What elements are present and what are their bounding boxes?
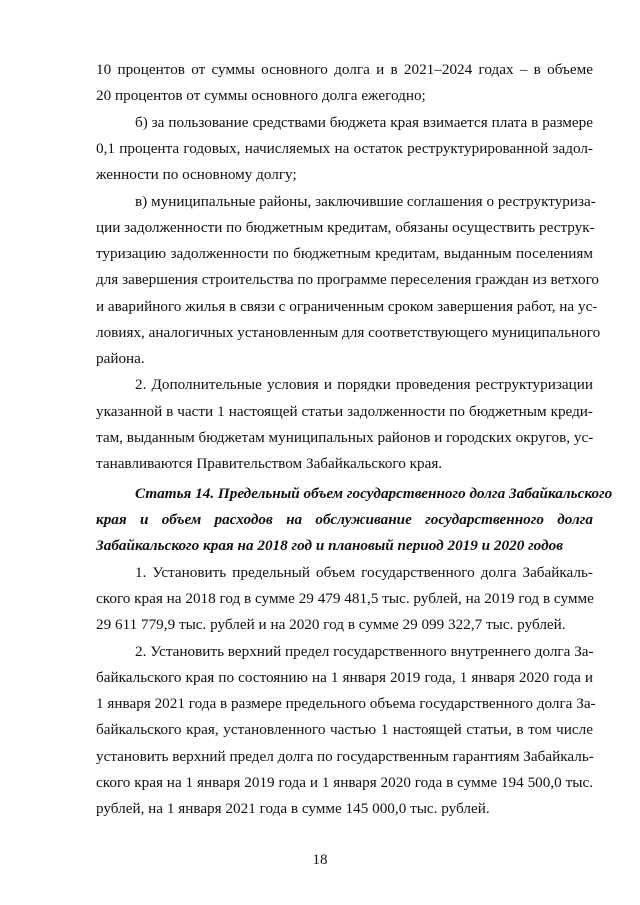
text-line: указанной в части 1 настоящей статьи задолженности по бюджетным креди- — [96, 403, 593, 420]
text-line: туризацию задолженности по бюджетным кредитам, выданным поселениям — [96, 245, 593, 262]
text-line: 1 января 2021 года в размере предельного объема государственного долга За- — [96, 695, 596, 712]
text-line: 2. Установить верхний предел государственного внутреннего долга За- — [135, 643, 594, 660]
text-line: байкальского края, установленного частью 1 настоящей статьи, в том числе — [96, 721, 593, 738]
text-line: 29 611 779,9 тыс. рублей и на 2020 год в сумме 29 099 322,7 тыс. рублей. — [96, 616, 566, 633]
text-line: 2. Дополнительные условия и порядки проведения реструктуризации — [135, 376, 593, 393]
text-line: и аварийного жилья в связи с ограниченным сроком завершения работ, на ус- — [96, 298, 598, 315]
text-line: 0,1 процента годовых, начисляемых на остаток реструктурированной задол- — [96, 140, 593, 157]
text-line: ции задолженности по бюджетным кредитам, обязаны осуществить реструк- — [96, 219, 595, 236]
text-line: для завершения строительства по программе переселения граждан из ветхого — [96, 271, 600, 288]
text-line: 10 процентов от суммы основного долга и в 2021–2024 годах – в объеме — [96, 61, 593, 78]
text-line: установить верхний предел долга по государственным гарантиям Забайкаль- — [96, 748, 594, 765]
text-line: танавливаются Правительством Забайкальского края. — [96, 455, 443, 472]
text-line: 20 процентов от суммы основного долга ежегодно; — [96, 87, 426, 104]
text-line: ловиях, аналогичных установленным для соответствующего муниципального — [96, 324, 601, 341]
text-line: ского края на 1 января 2019 года и 1 января 2020 года в сумме 194 500,0 тыс. — [96, 774, 593, 791]
text-line: рублей, на 1 января 2021 года в сумме 145 000,0 тыс. рублей. — [96, 800, 490, 817]
text-line: 1. Установить предельный объем государственного долга Забайкаль- — [135, 564, 593, 581]
text-line: ского края на 2018 год в сумме 29 479 481,5 тыс. рублей, на 2019 год в сумме — [96, 590, 594, 607]
article-heading-line: Забайкальского края на 2018 год и плановый период 2019 и 2020 годов — [96, 537, 563, 554]
text-line: байкальского края по состоянию на 1 января 2019 года, 1 января 2020 года и — [96, 669, 593, 686]
text-line: б) за пользование средствами бюджета края взимается плата в размере — [135, 114, 593, 131]
page-number: 18 — [312, 852, 328, 868]
article-heading-line: Статья 14. Предельный объем государственного долга Забайкальского — [135, 485, 613, 502]
article-heading-line: края и объем расходов на обслуживание государственного долга — [96, 511, 593, 528]
text-line: района. — [96, 350, 145, 367]
text-line: женности по основному долгу; — [96, 166, 297, 183]
text-line: в) муниципальные районы, заключившие соглашения о реструктуриза- — [135, 193, 596, 210]
text-line: там, выданным бюджетам муниципальных районов и городских округов, ус- — [96, 429, 594, 446]
